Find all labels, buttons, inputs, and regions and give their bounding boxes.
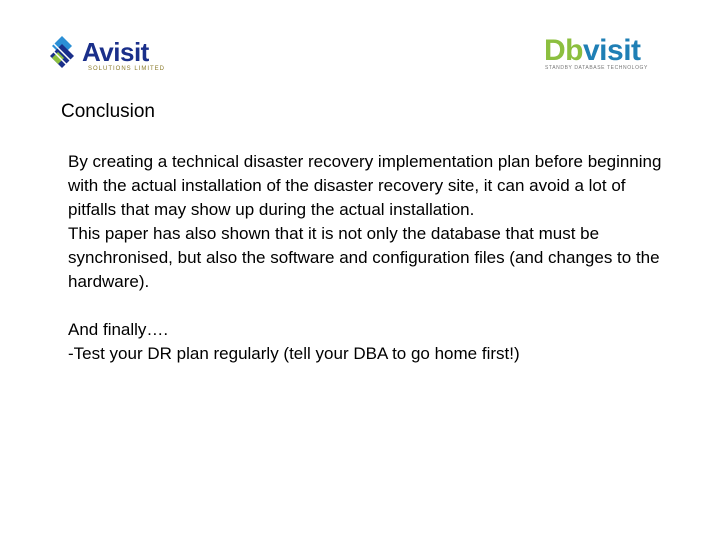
- avisit-wordmark: Avisit: [82, 37, 149, 67]
- closing-line-finally: And finally….: [68, 320, 169, 339]
- paragraph-synchronisation: This paper has also shown that it is not only the database that must be synchronised, but also the software and configuration files (and changes to the hardware).: [68, 224, 660, 291]
- slide-body: [68, 150, 668, 366]
- spacer: [68, 294, 668, 318]
- avisit-logo: [48, 32, 168, 76]
- closing-line-test-dr: -Test your DR plan regularly (tell your DBA to go home first!): [68, 344, 520, 363]
- paragraph-dr-plan: By creating a technical disaster recovery implementation plan before beginning with the actual installation of the disaster recovery site, it can avoid a lot of pitfalls that may show up during the actual installation.: [68, 152, 662, 219]
- dbvisit-wordmark-visit: visit: [583, 34, 641, 67]
- avisit-tagline: SOLUTIONS LIMITED: [88, 66, 166, 72]
- dbvisit-logo: [544, 34, 664, 74]
- dbvisit-wordmark-db: Db: [544, 34, 583, 67]
- dbvisit-tagline: STANDBY DATABASE TECHNOLOGY: [545, 65, 648, 71]
- dbvisit-wordmark: [544, 34, 641, 68]
- slide-title: Conclusion: [61, 101, 155, 122]
